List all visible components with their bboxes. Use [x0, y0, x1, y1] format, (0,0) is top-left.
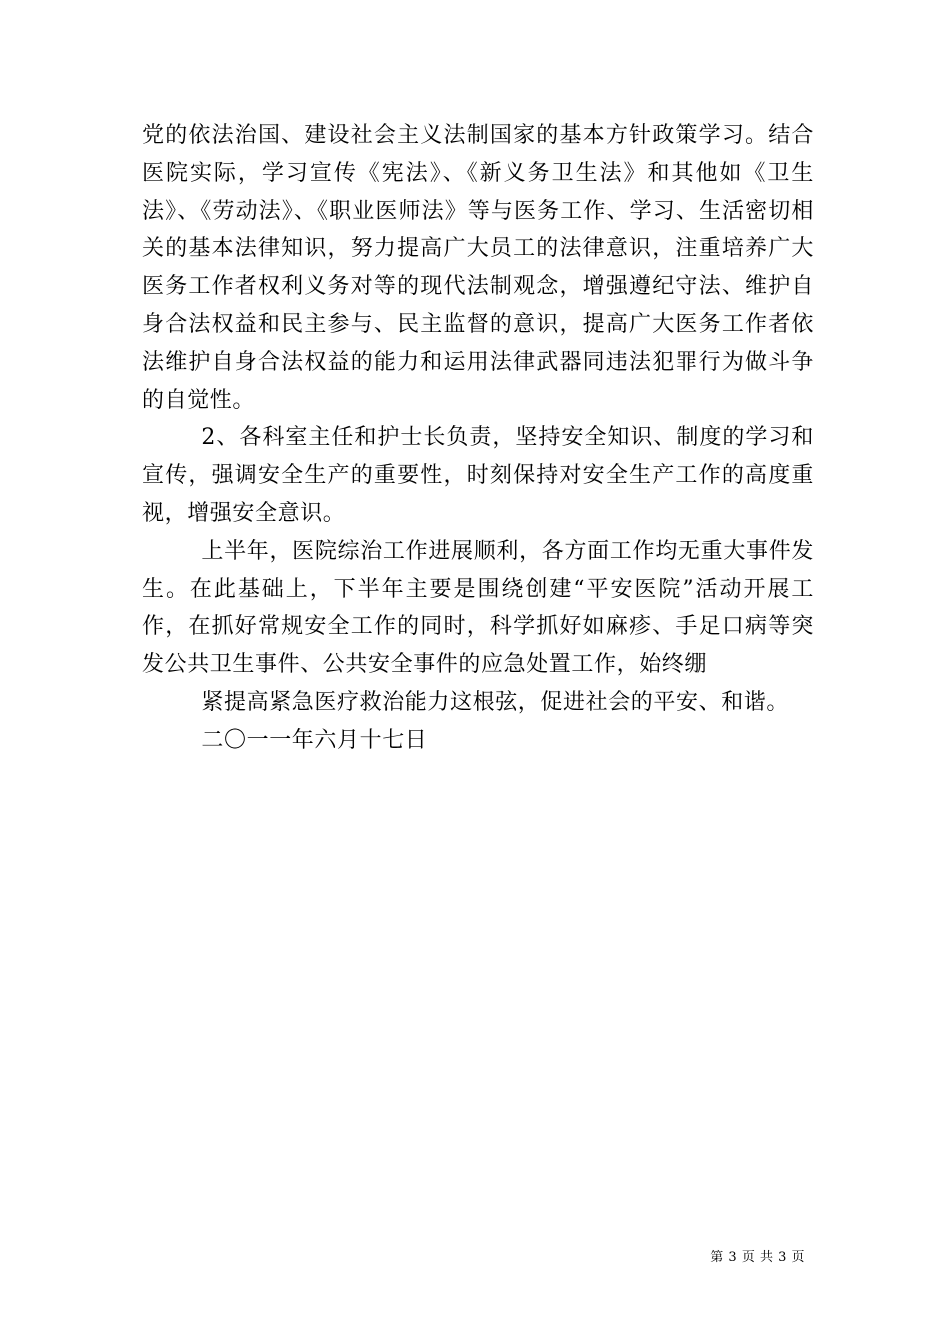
paragraph-legal-study: 党的依法治国、建设社会主义法制国家的基本方针政策学习。结合医院实际，学习宣传《宪法》、《新义务卫生法》和其他如《卫生法》、《劳动法》、《职业医师法》等与医务工作、学习、生活密切相关的基本法律知识，努力提高广大员工的法律意识，注重培养广大医务工作者权利义务对等的现代法制观念，增强遵纪守法、维护自身合法权益和民主参与、民主监督的意识，提高广大医务工作者依法维护自身合法权益的能力和运用法律武器同违法犯罪行为做斗争的自觉性。: [142, 123, 814, 413]
page-number-footer: 第 3 页 共 3 页: [710, 1250, 805, 1265]
paragraph-continuation: 紧提高紧急医疗救治能力这根弦，促进社会的平安、和谐。: [201, 689, 789, 715]
document-body: [142, 117, 814, 760]
paragraph-safety-responsibility: 2、各科室主任和护士长负责，坚持安全知识、制度的学习和宣传，强调安全生产的重要性，时刻保持对安全生产工作的高度重视，增强安全意识。: [142, 425, 814, 526]
paragraph-half-year-summary: 上半年，医院综治工作进展顺利，各方面工作均无重大事件发生。在此基础上，下半年主要是围绕创建“平安医院”活动开展工作，在抓好常规安全工作的同时，科学抓好如麻疹、手足口病等突发公共卫生事件、公共安全事件的应急处置工作，始终绷: [142, 538, 814, 678]
document-date: 二〇一一年六月十七日: [201, 727, 428, 753]
